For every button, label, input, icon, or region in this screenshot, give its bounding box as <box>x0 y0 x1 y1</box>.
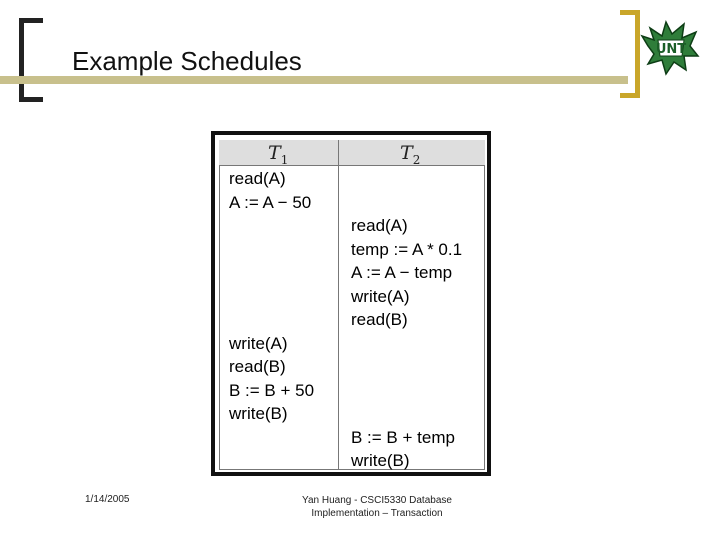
cell-t2-row-6: write(A) <box>351 286 410 306</box>
cell-t1-row-2: A := A − 50 <box>229 192 312 212</box>
cell-t2-row-12: B := B + temp <box>351 427 455 447</box>
title-underline-bar <box>0 76 628 84</box>
cell-t1-row-11: write(B) <box>229 404 288 423</box>
header-t1: $T_1$ <box>268 142 289 167</box>
cell-t2-row-5: A := A − temp <box>351 263 453 282</box>
cell-t1-row-9: read(B) <box>229 357 286 376</box>
header-t2: $T_2$ <box>400 142 421 167</box>
footer-line-1: Yan Huang - CSCI5330 Database <box>302 495 452 506</box>
unt-eagle-logo-icon <box>640 16 700 78</box>
column-divider <box>338 140 339 470</box>
footer-text <box>282 494 472 520</box>
cell-t1-row-10: B := B + 50 <box>229 380 315 400</box>
cell-t1-row-8: write(A) <box>229 333 288 353</box>
right-bracket-decoration <box>620 10 640 98</box>
cell-t2-row-3: read(A) <box>351 216 408 235</box>
slide-title: Example Schedules <box>72 46 302 76</box>
cell-t2-row-4: temp := A * 0.1 <box>351 239 463 259</box>
cell-t2-row-13: write(B) <box>351 451 410 470</box>
logo-text: UNT <box>655 42 687 57</box>
left-bracket-decoration <box>19 18 43 102</box>
cell-t2-row-7: read(B) <box>351 310 408 329</box>
table-header-row <box>219 140 485 166</box>
cell-t1-row-1: read(A) <box>229 169 286 188</box>
footer-date: 1/14/2005 <box>85 494 130 505</box>
footer-line-2: Implementation – Transaction <box>311 508 443 519</box>
